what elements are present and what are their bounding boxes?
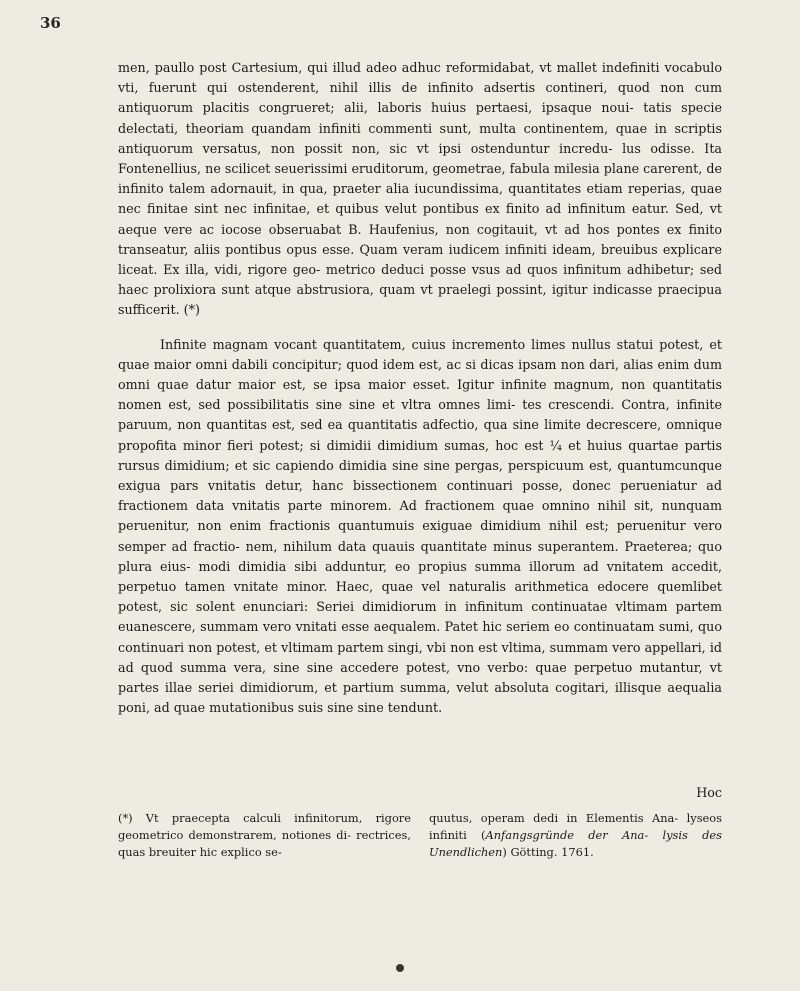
footnote-right-end: ) Götting. 1761. [502, 845, 594, 859]
footnote-right-text: quutus, operam dedi in Elementis Ana- lyseos infiniti ( [429, 811, 722, 842]
footnote-left: (*) Vt praecepta calculi infinitorum, rigore geometrico demonstrarem, notiones di- rectrices, quas breuiter hic explico se- [118, 811, 411, 859]
paragraph-1: men, paullo post Cartesium, qui illud adeo adhuc reformidabat, vt mallet indefiniti vocabulo vti, fuerunt qui ostenderent, nihil illis de infinito adsertis contineri, quod non cum antiquorum placitis congrueret; alii, laboris huius pertaesi, ipsaque noui- tatis specie delectati, theoriam quandam infiniti commenti sunt, multa continentem, quae in scriptis antiquorum versatus, non possit non, sic vt ipsi ostenduntur incredu- lus odisse. Ita Fontenellius, ne scilicet seuerissimi eruditorum, geometrae, fabula milesia plane carerent, de infinito talem adornauit, in qua, praeter alia iucundissima, quantitates etiam reperias, quae nec finitae sint nec infinitae, et quibus velut pontibus ex finito ad infinitum eatur. Sed, vt aeque vere ac iocose obseruabat B. Haufenius, non cogitauit, vt ad hos pontes ex finito transeatur, aliis pontibus opus esse. Quam veram iudicem infiniti ideam, breuibus explicare liceat. Ex illa, vidi, rigore geo- metrico deduci posse vsus ad quos infinitum adhibetur; sed haec prolixiora sunt atque abstrusiora, quam vt praelegi possint, igitur indicasse praecipua sufficerit. (*) [118, 60, 722, 318]
ink-blot-ornament [396, 964, 404, 972]
footnote-right [429, 810, 722, 861]
paragraph-2: Infinite magnam vocant quantitatem, cuius incremento limes nullus statui potest, et quae maior omni dabili concipitur; quod idem est, ac si dicas ipsam non dari, alias enim dum omni quae datur maior est, se ipsa maior esset. Igitur infinite magnum, non quantitatis nomen est, sed possibilitatis sine sine et vltra omnes limi- tes crescendi. Contra, infinite paruum, non quantitas est, sed ea quantitatis adfectio, qua sine limite decrescere, omnique propofita minor fieri potest; si dimidii dimidium sumas, hoc est ¼ et huius quartae partis rursus dimidium; et sic capiendo dimidia sine sine pergas, perspicuum est, quantumcunque exigua pars vnitatis detur, hanc bissectionem continuari posse, donec perueniatur ad fractionem data vnitatis parte minorem. Ad fractionem quae omnino nihil sit, nunquam peruenitur, non enim fractionis quantumuis exiguae dimidium nihil est; peruenitur vero semper ad fractio- nem, nihilum data quauis quantitate minus superantem. Praeterea; quo plura eius- modi dimidia sibi adduntur, eo propius summa illorum ad vnitatem accedit, perpetuo tamen vnitate minor. Haec, quae vel naturalis arithmetica edocere quemlibet potest, sic solent enunciari: Seriei dimidiorum in infinitum continuatae vltimam partem euanescere, summam vero vnitati esse aequalem. Patet hic seriem eo continuatam sumi, quo continuari non potest, et vltimam partem singi, vbi non est vltima, summam vero appellari, id ad quod summa vera, sine sine accedere potest, vno verbo: quae perpetuo mutantur, vt partes illae seriei dimidiorum, et partium summa, velut absoluta cogitari, illisque aequalia poni, ad quae mutationibus suis sine sine tendunt. [118, 336, 722, 716]
page-number: 36 [40, 14, 61, 32]
footnote-book-title: Anfangsgründe der Ana- lysis des Unendlichen [429, 828, 723, 859]
main-text [118, 58, 722, 719]
footnote [118, 810, 722, 861]
catchword: Hoc [696, 785, 722, 800]
